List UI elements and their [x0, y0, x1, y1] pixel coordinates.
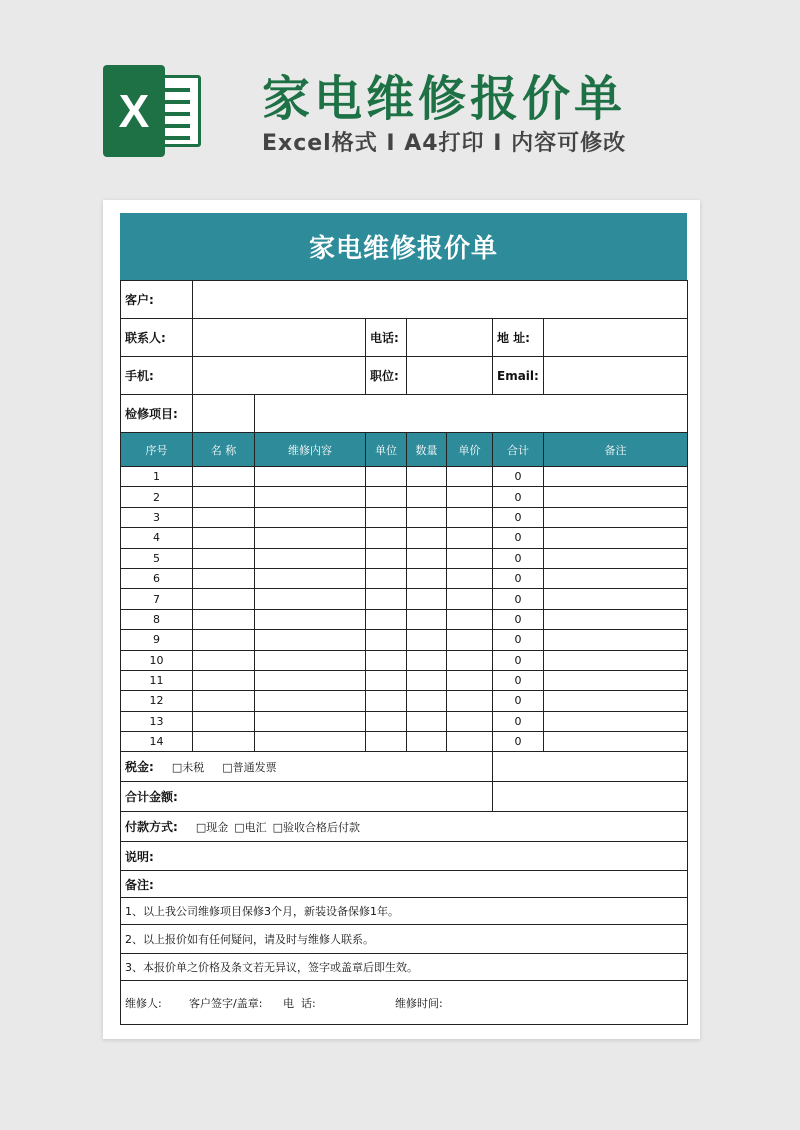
payment-row — [121, 812, 688, 842]
tax-row — [121, 752, 688, 782]
row-total: 0 — [493, 507, 544, 527]
note-1: 1、以上我公司维修项目保修3个月，新装设备保修1年。 — [121, 898, 688, 925]
row-remark[interactable] — [544, 589, 688, 609]
position-field[interactable] — [407, 357, 493, 395]
row-total: 0 — [493, 609, 544, 629]
row-no: 9 — [121, 630, 193, 650]
quote-form — [120, 213, 687, 1025]
items-body — [121, 467, 688, 752]
row-no: 8 — [121, 609, 193, 629]
tax-value[interactable] — [493, 752, 688, 782]
table-row — [121, 467, 688, 487]
table-row — [121, 691, 688, 711]
signature-row — [121, 981, 688, 1025]
row-no: 6 — [121, 568, 193, 588]
excel-icon — [103, 65, 203, 157]
row-unit[interactable] — [366, 507, 407, 527]
row-no: 12 — [121, 691, 193, 711]
row-price[interactable] — [447, 630, 493, 650]
row-unit[interactable] — [366, 670, 407, 690]
customer-row — [121, 281, 688, 319]
row-remark[interactable] — [544, 630, 688, 650]
col-header-content: 维修内容 — [255, 433, 366, 467]
row-price[interactable] — [447, 528, 493, 548]
row-total: 0 — [493, 732, 544, 752]
table-row — [121, 609, 688, 629]
row-qty[interactable] — [407, 467, 447, 487]
project-field[interactable] — [255, 395, 688, 433]
sign-customer-label: 客户签字/盖章: — [189, 996, 263, 1010]
row-qty[interactable] — [407, 691, 447, 711]
tax-option-untaxed[interactable]: □未税 — [171, 761, 205, 775]
remark-label: 备注: — [121, 871, 688, 898]
row-total: 0 — [493, 548, 544, 568]
project-code-field[interactable] — [193, 395, 255, 433]
row-remark[interactable] — [544, 691, 688, 711]
row-name[interactable] — [193, 528, 255, 548]
row-remark[interactable] — [544, 528, 688, 548]
row-name[interactable] — [193, 507, 255, 527]
row-content[interactable] — [255, 691, 366, 711]
row-unit[interactable] — [366, 732, 407, 752]
table-row — [121, 711, 688, 731]
row-no: 3 — [121, 507, 193, 527]
form-table — [120, 280, 688, 1025]
items-header-row — [121, 433, 688, 467]
row-price[interactable] — [447, 589, 493, 609]
note-row — [121, 954, 688, 981]
payment-cell — [121, 812, 688, 842]
row-price[interactable] — [447, 711, 493, 731]
row-unit[interactable] — [366, 568, 407, 588]
phone-label: 电话: — [366, 319, 407, 357]
row-no: 2 — [121, 487, 193, 507]
sum-value[interactable] — [493, 782, 688, 812]
table-row — [121, 507, 688, 527]
sign-repairer-label: 维修人: — [125, 996, 162, 1010]
row-price[interactable] — [447, 467, 493, 487]
sum-row — [121, 782, 688, 812]
mobile-row — [121, 357, 688, 395]
row-price[interactable] — [447, 732, 493, 752]
col-header-no: 序号 — [121, 433, 193, 467]
row-price[interactable] — [447, 487, 493, 507]
row-qty[interactable] — [407, 568, 447, 588]
row-total: 0 — [493, 630, 544, 650]
row-no: 7 — [121, 589, 193, 609]
contact-label: 联系人: — [121, 319, 193, 357]
row-remark[interactable] — [544, 568, 688, 588]
form-title: 家电维修报价单 — [120, 213, 687, 280]
project-row — [121, 395, 688, 433]
row-no: 13 — [121, 711, 193, 731]
row-unit[interactable] — [366, 711, 407, 731]
pay-option-cash[interactable]: □现金 — [195, 821, 229, 835]
row-no: 4 — [121, 528, 193, 548]
row-no: 10 — [121, 650, 193, 670]
row-content[interactable] — [255, 548, 366, 568]
email-field[interactable] — [544, 357, 688, 395]
row-name[interactable] — [193, 630, 255, 650]
row-qty[interactable] — [407, 507, 447, 527]
row-content[interactable] — [255, 507, 366, 527]
row-qty[interactable] — [407, 711, 447, 731]
sign-time-label: 维修时间: — [395, 996, 443, 1010]
row-name[interactable] — [193, 650, 255, 670]
signature-cell — [121, 981, 688, 1025]
note-row — [121, 925, 688, 954]
row-name[interactable] — [193, 568, 255, 588]
row-qty[interactable] — [407, 630, 447, 650]
table-row — [121, 487, 688, 507]
contact-row — [121, 319, 688, 357]
row-no: 5 — [121, 548, 193, 568]
table-row — [121, 528, 688, 548]
row-total: 0 — [493, 691, 544, 711]
row-qty[interactable] — [407, 528, 447, 548]
excel-logo-badge: X — [103, 65, 165, 157]
remark-row — [121, 871, 688, 898]
row-total: 0 — [493, 528, 544, 548]
row-qty[interactable] — [407, 650, 447, 670]
project-label: 检修项目: — [121, 395, 193, 433]
row-content[interactable] — [255, 589, 366, 609]
row-total: 0 — [493, 589, 544, 609]
row-remark[interactable] — [544, 650, 688, 670]
row-name[interactable] — [193, 711, 255, 731]
payment-label: 付款方式: — [125, 820, 178, 835]
row-content[interactable] — [255, 732, 366, 752]
row-content[interactable] — [255, 630, 366, 650]
sign-phone-label: 电 话: — [283, 996, 316, 1010]
position-label: 职位: — [366, 357, 407, 395]
banner-subtitle: Excel格式 I A4打印 I 内容可修改 — [262, 131, 627, 156]
description-row — [121, 842, 688, 871]
row-remark[interactable] — [544, 670, 688, 690]
row-total: 0 — [493, 487, 544, 507]
row-qty[interactable] — [407, 487, 447, 507]
table-row — [121, 650, 688, 670]
row-no: 14 — [121, 732, 193, 752]
row-qty[interactable] — [407, 732, 447, 752]
row-content[interactable] — [255, 670, 366, 690]
pay-option-on-acceptance[interactable]: □验收合格后付款 — [272, 821, 361, 835]
row-unit[interactable] — [366, 548, 407, 568]
row-remark[interactable] — [544, 507, 688, 527]
row-name[interactable] — [193, 589, 255, 609]
tax-option-invoice[interactable]: □普通发票 — [222, 761, 277, 775]
row-name[interactable] — [193, 670, 255, 690]
col-header-remark: 备注 — [544, 433, 688, 467]
phone-field[interactable] — [407, 319, 493, 357]
row-price[interactable] — [447, 609, 493, 629]
row-total: 0 — [493, 568, 544, 588]
note-row — [121, 898, 688, 925]
row-name[interactable] — [193, 467, 255, 487]
row-unit[interactable] — [366, 630, 407, 650]
row-remark[interactable] — [544, 711, 688, 731]
row-content[interactable] — [255, 650, 366, 670]
row-name[interactable] — [193, 732, 255, 752]
customer-label: 客户: — [121, 281, 193, 319]
row-no: 1 — [121, 467, 193, 487]
row-remark[interactable] — [544, 487, 688, 507]
row-content[interactable] — [255, 467, 366, 487]
row-total: 0 — [493, 650, 544, 670]
row-unit[interactable] — [366, 609, 407, 629]
row-total: 0 — [493, 711, 544, 731]
row-price[interactable] — [447, 691, 493, 711]
row-total: 0 — [493, 670, 544, 690]
mobile-field[interactable] — [193, 357, 366, 395]
row-content[interactable] — [255, 528, 366, 548]
row-unit[interactable] — [366, 487, 407, 507]
table-row — [121, 568, 688, 588]
row-price[interactable] — [447, 507, 493, 527]
customer-field[interactable] — [193, 281, 688, 319]
row-remark[interactable] — [544, 609, 688, 629]
note-2: 2、以上报价如有任何疑问，请及时与维修人联系。 — [121, 925, 688, 954]
mobile-label: 手机: — [121, 357, 193, 395]
row-name[interactable] — [193, 691, 255, 711]
note-3: 3、本报价单之价格及条文若无异议，签字或盖章后即生效。 — [121, 954, 688, 981]
address-field[interactable] — [544, 319, 688, 357]
row-name[interactable] — [193, 609, 255, 629]
col-header-unit: 单位 — [366, 433, 407, 467]
row-content[interactable] — [255, 487, 366, 507]
row-price[interactable] — [447, 548, 493, 568]
row-qty[interactable] — [407, 548, 447, 568]
row-qty[interactable] — [407, 609, 447, 629]
col-header-name: 名 称 — [193, 433, 255, 467]
table-row — [121, 548, 688, 568]
tax-label: 税金: — [125, 760, 154, 775]
row-qty[interactable] — [407, 670, 447, 690]
banner-title: 家电维修报价单 — [262, 71, 627, 127]
row-unit[interactable] — [366, 589, 407, 609]
row-qty[interactable] — [407, 589, 447, 609]
col-header-total: 合计 — [493, 433, 544, 467]
row-remark[interactable] — [544, 467, 688, 487]
pay-option-wire[interactable]: □电汇 — [234, 821, 267, 835]
row-content[interactable] — [255, 711, 366, 731]
row-content[interactable] — [255, 609, 366, 629]
table-row — [121, 670, 688, 690]
table-row — [121, 589, 688, 609]
row-price[interactable] — [447, 670, 493, 690]
row-remark[interactable] — [544, 548, 688, 568]
row-no: 11 — [121, 670, 193, 690]
email-label: Email: — [493, 357, 544, 395]
row-content[interactable] — [255, 568, 366, 588]
row-unit[interactable] — [366, 650, 407, 670]
row-unit[interactable] — [366, 691, 407, 711]
row-price[interactable] — [447, 568, 493, 588]
col-header-qty: 数量 — [407, 433, 447, 467]
row-total: 0 — [493, 467, 544, 487]
row-name[interactable] — [193, 548, 255, 568]
col-header-price: 单价 — [447, 433, 493, 467]
row-remark[interactable] — [544, 732, 688, 752]
contact-field[interactable] — [193, 319, 366, 357]
row-unit[interactable] — [366, 528, 407, 548]
table-row — [121, 732, 688, 752]
table-row — [121, 630, 688, 650]
row-price[interactable] — [447, 650, 493, 670]
row-unit[interactable] — [366, 467, 407, 487]
document-page — [103, 200, 700, 1039]
description-label: 说明: — [121, 842, 688, 871]
tax-cell — [121, 752, 493, 782]
row-name[interactable] — [193, 487, 255, 507]
sum-label: 合计金额: — [121, 782, 493, 812]
address-label: 地 址: — [493, 319, 544, 357]
